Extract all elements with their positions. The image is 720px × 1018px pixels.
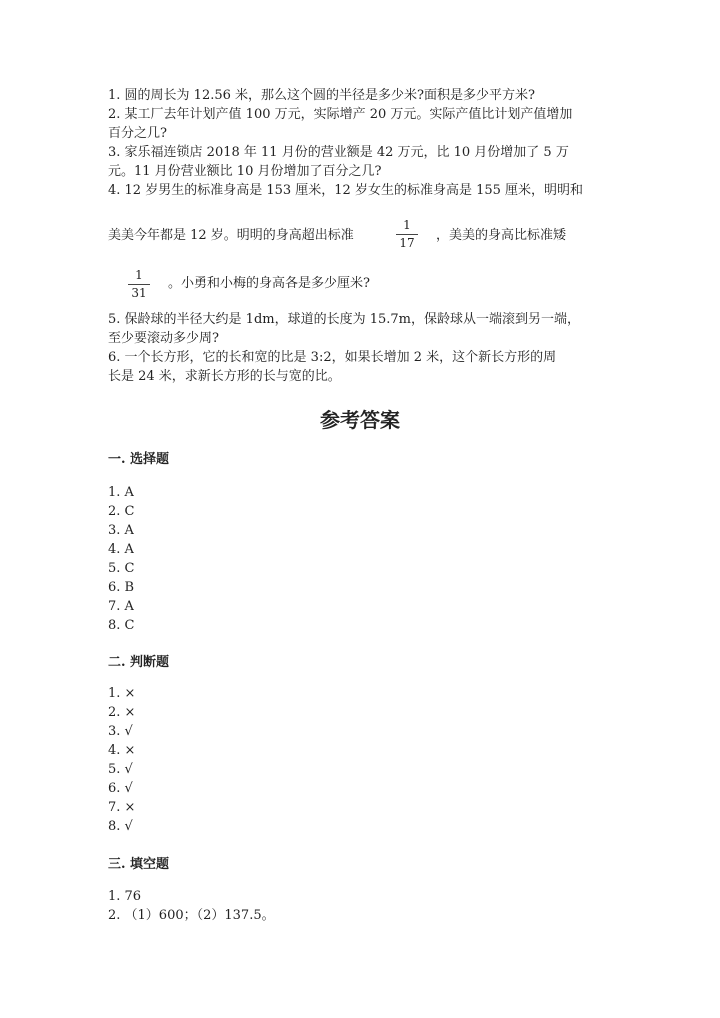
- fraction-denominator: 31: [131, 286, 147, 300]
- fraction-1-31: [128, 268, 150, 301]
- section-heading: 二. 判断题: [108, 655, 170, 670]
- fraction-numerator: 1: [403, 218, 411, 232]
- question-2-line-2: 百分之几?: [108, 126, 167, 141]
- answer-item: 1. 76: [108, 889, 142, 904]
- answer-item: 4. A: [108, 542, 134, 557]
- answer-item: 7. ×: [108, 800, 136, 815]
- fraction-bar: [396, 234, 418, 235]
- answer-item: 1. ×: [108, 686, 136, 701]
- fraction-numerator: 1: [135, 268, 143, 282]
- question-5-line-1: 5. 保龄球的半径大约是 1dm，球道的长度为 15.7m，保龄球从一端滚到另一端，: [108, 312, 580, 327]
- fraction-denominator: 17: [399, 236, 415, 250]
- answer-item: 6. √: [108, 781, 133, 796]
- question-4-line-2b: ，美美的身高比标准矮: [436, 228, 567, 243]
- question-4-line-2a: 美美今年都是 12 岁。明明的身高超出标准: [108, 228, 354, 243]
- answer-title: 参考答案: [320, 408, 400, 432]
- question-3-line-2: 元。11 月份营业额比 10 月份增加了百分之几?: [108, 164, 382, 179]
- answer-item: 5. C: [108, 561, 135, 576]
- answer-item: 4. ×: [108, 743, 136, 758]
- answer-item: 2. ×: [108, 705, 136, 720]
- answer-item: 3. A: [108, 523, 134, 538]
- question-5-line-2: 至少要滚动多少周?: [108, 331, 219, 346]
- answer-item: 8. C: [108, 618, 135, 633]
- answer-item: 8. √: [108, 819, 133, 834]
- question-2-line-1: 2. 某工厂去年计划产值 100 万元，实际增产 20 万元。实际产值比计划产值增加: [108, 107, 573, 122]
- answer-item: 2. C: [108, 504, 135, 519]
- answer-item: 5. √: [108, 762, 133, 777]
- question-6-line-2: 长是 24 米，求新长方形的长与宽的比。: [108, 369, 341, 384]
- section-heading: 一. 选择题: [108, 452, 170, 467]
- question-1: 1. 圆的周长为 12.56 米，那么这个圆的半径是多少米?面积是多少平方米?: [108, 88, 535, 103]
- answer-item: 2. （1）600；（2）137.5。: [108, 908, 275, 923]
- answer-item: 1. A: [108, 485, 134, 500]
- question-6-line-1: 6. 一个长方形，它的长和宽的比是 3:2，如果长增加 2 米，这个新长方形的周: [108, 350, 557, 365]
- answer-item: 3. √: [108, 724, 133, 739]
- question-3-line-1: 3. 家乐福连锁店 2018 年 11 月份的营业额是 42 万元，比 10 月份增加了 5 万: [108, 145, 569, 160]
- fraction-1-17: [396, 218, 418, 251]
- answer-item: 6. B: [108, 580, 135, 595]
- section-heading: 三. 填空题: [108, 857, 170, 872]
- question-4-line-1: 4. 12 岁男生的标准身高是 153 厘米，12 岁女生的标准身高是 155 厘米，明明和: [108, 183, 584, 198]
- question-4-line-3: 。小勇和小梅的身高各是多少厘米?: [168, 276, 370, 291]
- fraction-bar: [128, 284, 150, 285]
- answer-item: 7. A: [108, 599, 134, 614]
